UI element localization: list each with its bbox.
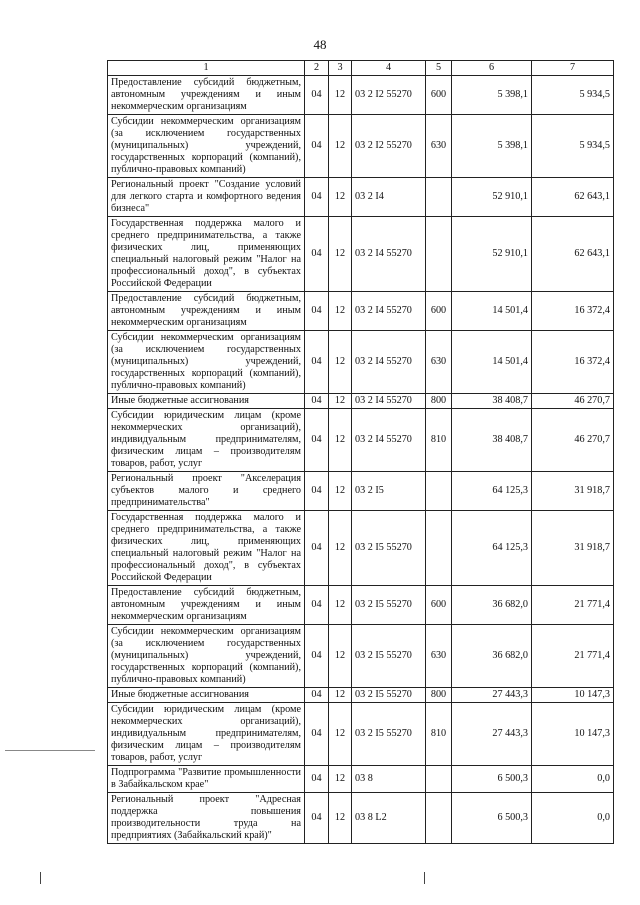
section-code-cell: 04 <box>305 766 329 793</box>
row-name-cell: Государственная поддержка малого и среднего предпринимательства, а также физических лиц, применяющих специальный налоговый режим "Налог на профессиональный доход", в субъектах Российской Федерации <box>108 511 305 586</box>
table-row <box>108 766 614 793</box>
table-row <box>108 394 614 409</box>
expense-type-cell: 600 <box>426 586 452 625</box>
amount-cell-col7: 31 918,7 <box>532 511 614 586</box>
target-article-cell: 03 2 I5 55270 <box>352 625 426 688</box>
section-code-cell: 04 <box>305 625 329 688</box>
section-code-cell: 04 <box>305 331 329 394</box>
scan-mark-left <box>40 872 41 884</box>
target-article-cell: 03 2 I2 55270 <box>352 76 426 115</box>
table-row <box>108 409 614 472</box>
row-name-cell: Региональный проект "Акселерация субъектов малого и среднего предпринимательства" <box>108 472 305 511</box>
amount-cell-col7: 0,0 <box>532 766 614 793</box>
section-code-cell: 04 <box>305 76 329 115</box>
table-row <box>108 331 614 394</box>
table-row <box>108 703 614 766</box>
section-code-cell: 04 <box>305 292 329 331</box>
expense-type-cell <box>426 793 452 844</box>
amount-cell-col7: 21 771,4 <box>532 625 614 688</box>
amount-cell-col7: 16 372,4 <box>532 292 614 331</box>
subsection-code-cell: 12 <box>329 115 352 178</box>
column-header-5: 5 <box>426 61 452 76</box>
amount-cell-col7: 46 270,7 <box>532 409 614 472</box>
row-name-cell: Субсидии некоммерческим организациям (за исключением государственных (муниципальных) учреждений, государственных корпораций (компаний), публично-правовых компаний) <box>108 625 305 688</box>
amount-cell-col6: 6 500,3 <box>452 793 532 844</box>
amount-cell-col7: 5 934,5 <box>532 115 614 178</box>
row-name-cell: Предоставление субсидий бюджетным, автономным учреждениям и иным некоммерческим организациям <box>108 586 305 625</box>
section-code-cell: 04 <box>305 688 329 703</box>
page-number: 48 <box>313 37 327 52</box>
target-article-cell: 03 2 I5 55270 <box>352 511 426 586</box>
amount-cell-col6: 27 443,3 <box>452 688 532 703</box>
subsection-code-cell: 12 <box>329 766 352 793</box>
expense-type-cell <box>426 217 452 292</box>
section-code-cell: 04 <box>305 511 329 586</box>
expense-type-cell: 800 <box>426 394 452 409</box>
column-header-2: 2 <box>305 61 329 76</box>
amount-cell-col6: 5 398,1 <box>452 76 532 115</box>
column-header-6: 6 <box>452 61 532 76</box>
amount-cell-col6: 38 408,7 <box>452 409 532 472</box>
expense-type-cell: 810 <box>426 703 452 766</box>
column-header-1: 1 <box>108 61 305 76</box>
target-article-cell: 03 2 I5 55270 <box>352 586 426 625</box>
subsection-code-cell: 12 <box>329 688 352 703</box>
section-code-cell: 04 <box>305 586 329 625</box>
table-row <box>108 586 614 625</box>
amount-cell-col6: 14 501,4 <box>452 331 532 394</box>
amount-cell-col6: 64 125,3 <box>452 511 532 586</box>
table-row <box>108 688 614 703</box>
target-article-cell: 03 2 I4 55270 <box>352 394 426 409</box>
section-code-cell: 04 <box>305 178 329 217</box>
expense-type-cell <box>426 766 452 793</box>
amount-cell-col6: 38 408,7 <box>452 394 532 409</box>
amount-cell-col6: 64 125,3 <box>452 472 532 511</box>
subsection-code-cell: 12 <box>329 703 352 766</box>
amount-cell-col7: 0,0 <box>532 793 614 844</box>
table-row <box>108 625 614 688</box>
amount-cell-col6: 52 910,1 <box>452 217 532 292</box>
amount-cell-col7: 16 372,4 <box>532 331 614 394</box>
table-row <box>108 178 614 217</box>
amount-cell-col6: 36 682,0 <box>452 625 532 688</box>
amount-cell-col7: 46 270,7 <box>532 394 614 409</box>
amount-cell-col6: 36 682,0 <box>452 586 532 625</box>
subsection-code-cell: 12 <box>329 331 352 394</box>
subsection-code-cell: 12 <box>329 76 352 115</box>
column-header-4: 4 <box>352 61 426 76</box>
expense-type-cell: 630 <box>426 331 452 394</box>
subsection-code-cell: 12 <box>329 793 352 844</box>
subsection-code-cell: 12 <box>329 217 352 292</box>
target-article-cell: 03 2 I2 55270 <box>352 115 426 178</box>
row-name-cell: Предоставление субсидий бюджетным, автономным учреждениям и иным некоммерческим организациям <box>108 76 305 115</box>
expense-type-cell: 630 <box>426 115 452 178</box>
table-header-row <box>108 61 614 76</box>
column-header-7: 7 <box>532 61 614 76</box>
section-code-cell: 04 <box>305 115 329 178</box>
table-row <box>108 793 614 844</box>
amount-cell-col7: 31 918,7 <box>532 472 614 511</box>
target-article-cell: 03 2 I4 55270 <box>352 409 426 472</box>
row-name-cell: Субсидии некоммерческим организациям (за исключением государственных (муниципальных) учреждений, государственных корпораций (компаний), публично-правовых компаний) <box>108 115 305 178</box>
subsection-code-cell: 12 <box>329 292 352 331</box>
row-name-cell: Субсидии юридическим лицам (кроме некоммерческих организаций), индивидуальным предпринимателям, физическим лицам – производителям товаров, работ, услуг <box>108 409 305 472</box>
table-row <box>108 217 614 292</box>
row-name-cell: Субсидии некоммерческим организациям (за исключением государственных (муниципальных) учреждений, государственных корпораций (компаний), публично-правовых компаний) <box>108 331 305 394</box>
expense-type-cell: 810 <box>426 409 452 472</box>
amount-cell-col7: 62 643,1 <box>532 178 614 217</box>
table-row <box>108 472 614 511</box>
amount-cell-col6: 6 500,3 <box>452 766 532 793</box>
subsection-code-cell: 12 <box>329 472 352 511</box>
expense-type-cell <box>426 178 452 217</box>
row-name-cell: Иные бюджетные ассигнования <box>108 394 305 409</box>
subsection-code-cell: 12 <box>329 586 352 625</box>
target-article-cell: 03 2 I4 55270 <box>352 292 426 331</box>
section-code-cell: 04 <box>305 394 329 409</box>
row-name-cell: Субсидии юридическим лицам (кроме некоммерческих организаций), индивидуальным предпринимателям, физическим лицам – производителям товаров, работ, услуг <box>108 703 305 766</box>
table-row <box>108 511 614 586</box>
section-code-cell: 04 <box>305 793 329 844</box>
target-article-cell: 03 8 <box>352 766 426 793</box>
amount-cell-col7: 10 147,3 <box>532 688 614 703</box>
amount-cell-col6: 27 443,3 <box>452 703 532 766</box>
row-name-cell: Иные бюджетные ассигнования <box>108 688 305 703</box>
expense-type-cell <box>426 511 452 586</box>
row-name-cell: Региональный проект "Создание условий для легкого старта и комфортного ведения бизнеса" <box>108 178 305 217</box>
section-code-cell: 04 <box>305 217 329 292</box>
amount-cell-col7: 21 771,4 <box>532 586 614 625</box>
row-name-cell: Региональный проект "Адресная поддержка повышения производительности труда на предприятиях (Забайкальский край)" <box>108 793 305 844</box>
section-code-cell: 04 <box>305 472 329 511</box>
amount-cell-col6: 52 910,1 <box>452 178 532 217</box>
expense-type-cell: 800 <box>426 688 452 703</box>
subsection-code-cell: 12 <box>329 394 352 409</box>
section-code-cell: 04 <box>305 703 329 766</box>
amount-cell-col7: 10 147,3 <box>532 703 614 766</box>
amount-cell-col7: 62 643,1 <box>532 217 614 292</box>
target-article-cell: 03 2 I5 <box>352 472 426 511</box>
row-name-cell: Предоставление субсидий бюджетным, автономным учреждениям и иным некоммерческим организациям <box>108 292 305 331</box>
row-name-cell: Подпрограмма "Развитие промышленности в Забайкальском крае" <box>108 766 305 793</box>
amount-cell-col6: 5 398,1 <box>452 115 532 178</box>
amount-cell-col6: 14 501,4 <box>452 292 532 331</box>
budget-table <box>107 60 614 844</box>
scan-mark-center <box>424 872 425 884</box>
table-row <box>108 115 614 178</box>
scan-line-left <box>5 750 95 751</box>
target-article-cell: 03 2 I4 55270 <box>352 331 426 394</box>
expense-type-cell: 630 <box>426 625 452 688</box>
row-name-cell: Государственная поддержка малого и среднего предпринимательства, а также физических лиц, применяющих специальный налоговый режим "Налог на профессиональный доход", в субъектах Российской Федерации <box>108 217 305 292</box>
table-row <box>108 292 614 331</box>
target-article-cell: 03 2 I5 55270 <box>352 703 426 766</box>
section-code-cell: 04 <box>305 409 329 472</box>
target-article-cell: 03 2 I5 55270 <box>352 688 426 703</box>
target-article-cell: 03 2 I4 55270 <box>352 217 426 292</box>
subsection-code-cell: 12 <box>329 511 352 586</box>
amount-cell-col7: 5 934,5 <box>532 76 614 115</box>
expense-type-cell <box>426 472 452 511</box>
subsection-code-cell: 12 <box>329 178 352 217</box>
target-article-cell: 03 2 I4 <box>352 178 426 217</box>
column-header-3: 3 <box>329 61 352 76</box>
subsection-code-cell: 12 <box>329 625 352 688</box>
expense-type-cell: 600 <box>426 292 452 331</box>
subsection-code-cell: 12 <box>329 409 352 472</box>
expense-type-cell: 600 <box>426 76 452 115</box>
table-row <box>108 76 614 115</box>
target-article-cell: 03 8 L2 <box>352 793 426 844</box>
